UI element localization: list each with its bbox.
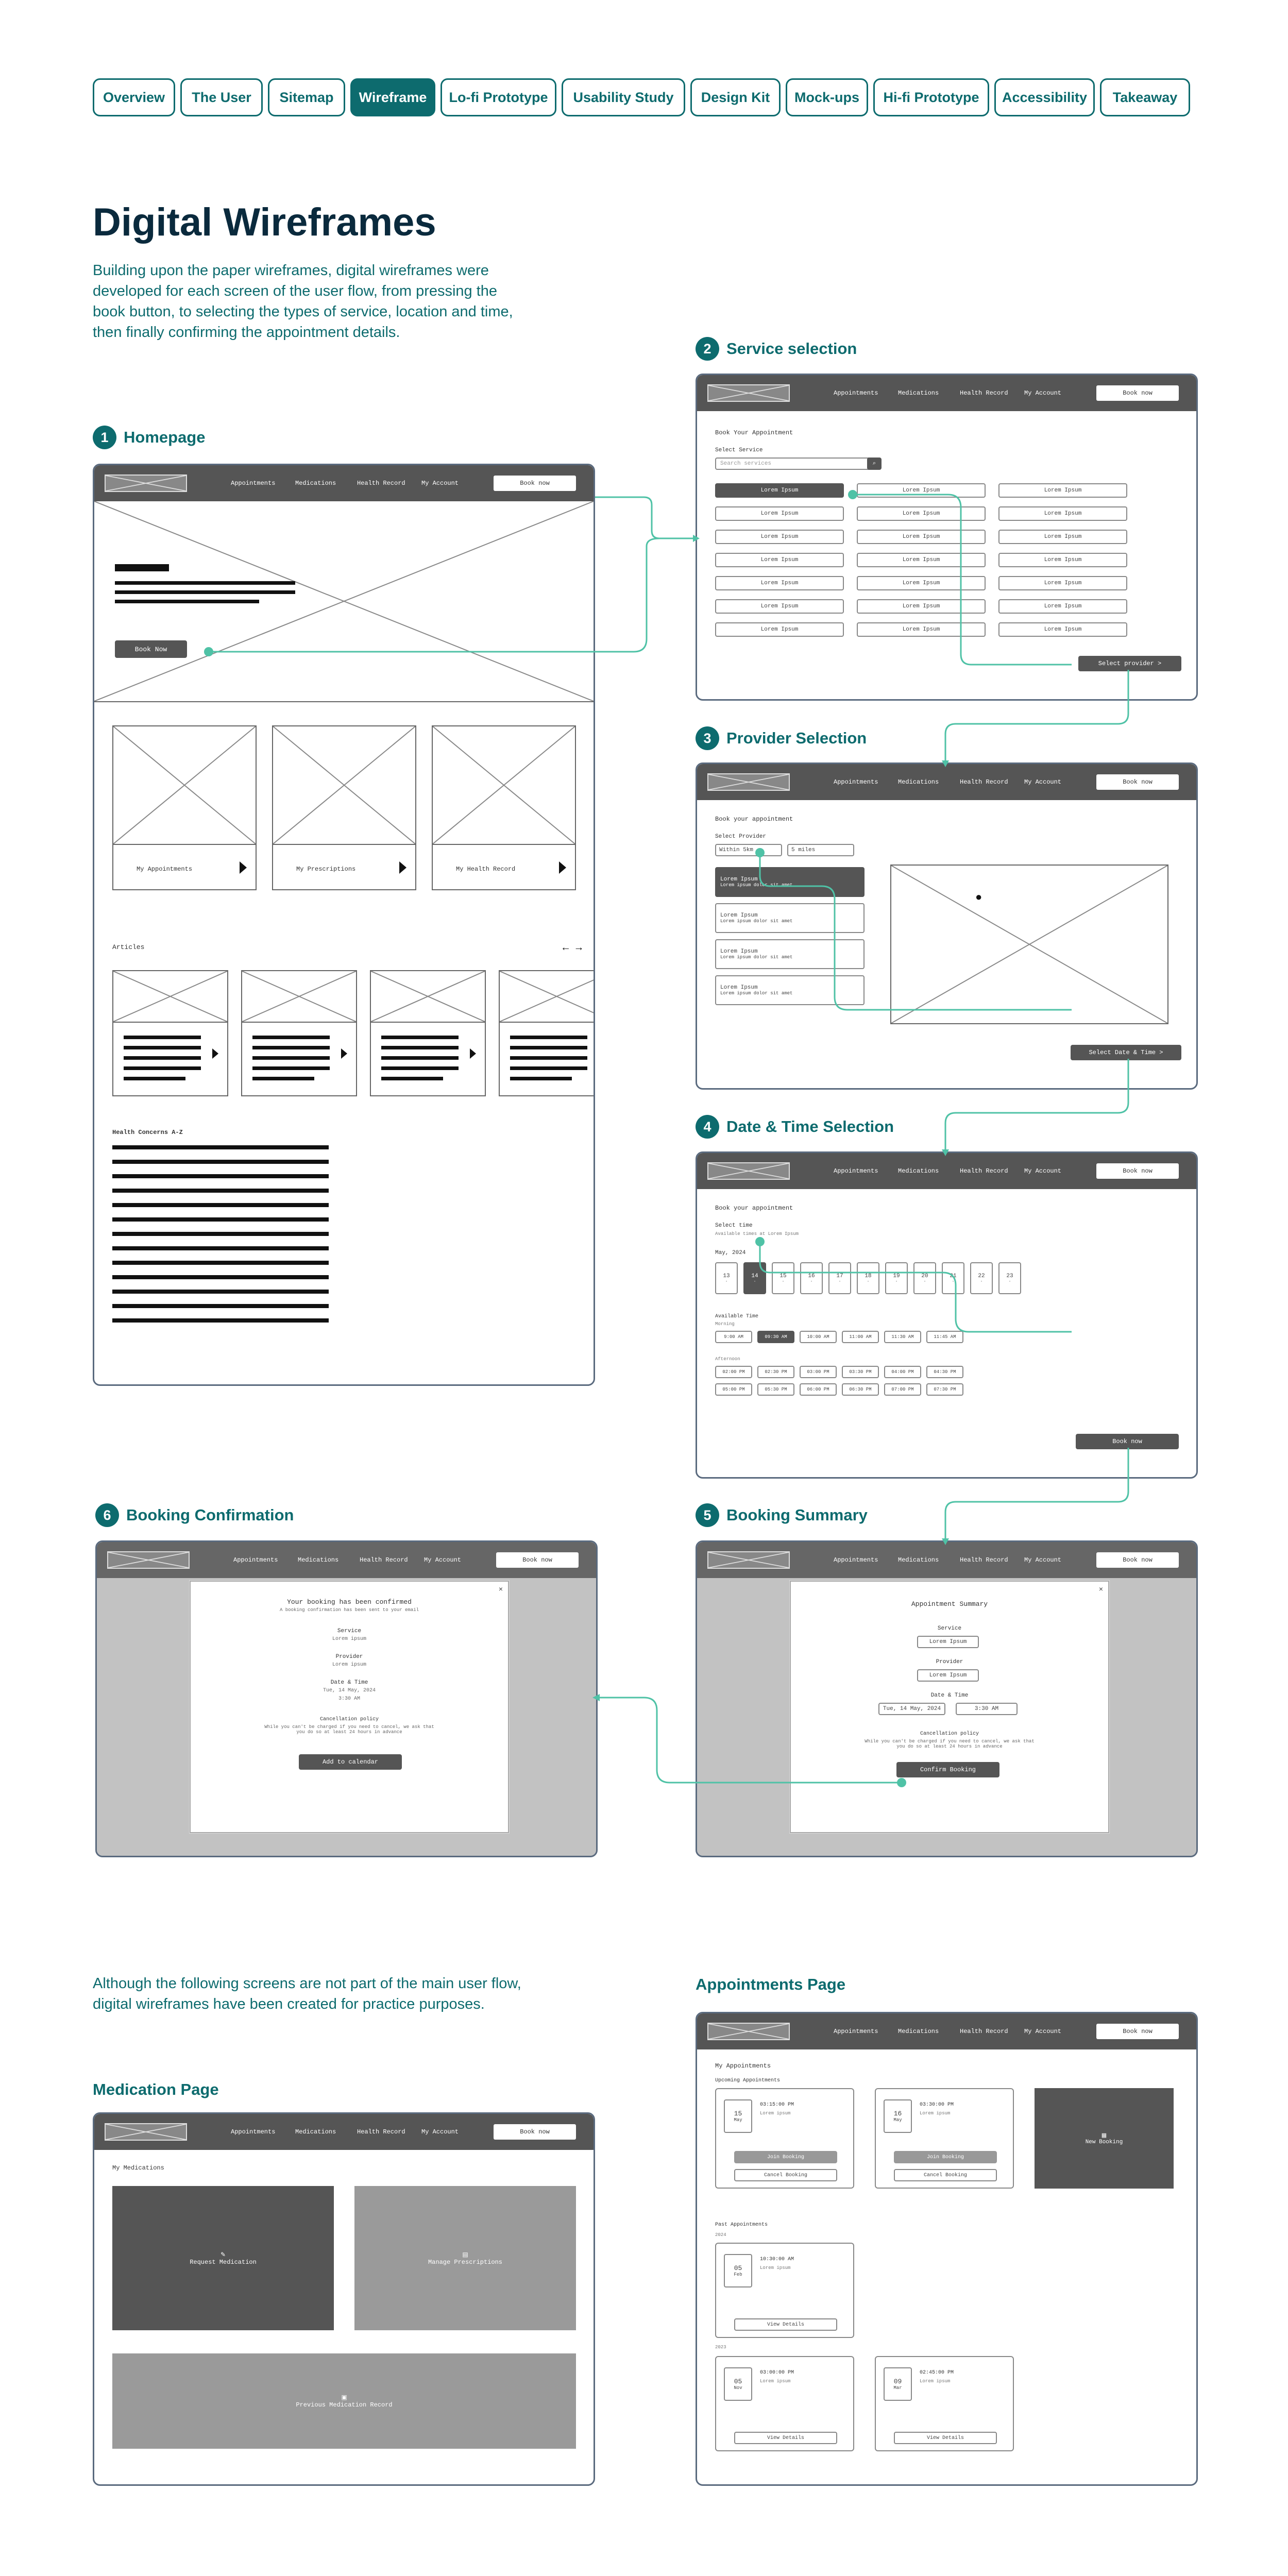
request-medication-tile[interactable]: ✎ Request Medication bbox=[112, 2186, 334, 2330]
nav-usability-study[interactable]: Usability Study bbox=[562, 78, 685, 116]
time-slot[interactable]: 02:00 PM bbox=[715, 1366, 752, 1378]
distance-filter[interactable]: Within 5km bbox=[715, 844, 782, 856]
articles-heading: Articles bbox=[112, 943, 145, 951]
nav-sitemap[interactable]: Sitemap bbox=[268, 78, 345, 116]
service-option[interactable]: Lorem Ipsum bbox=[857, 483, 986, 498]
nav-wireframe[interactable]: Wireframe bbox=[350, 78, 435, 116]
article-card[interactable] bbox=[370, 970, 486, 1096]
time-slot[interactable]: 9:00 AM bbox=[715, 1331, 752, 1343]
record-icon: ▣ bbox=[341, 2394, 347, 2401]
chevron-right-icon bbox=[240, 861, 247, 874]
time-slot[interactable]: 05:30 PM bbox=[757, 1383, 794, 1396]
day-option[interactable]: 14 · bbox=[743, 1262, 766, 1294]
section-homepage: 1 Homepage bbox=[93, 426, 205, 449]
provider-wireframe: Appointments Medications Health Record My Account Book now Book your appointment Select Provider Within 5km 5 miles Lorem Ipsum Lorem ipsum dolor sit amet Lorem Ipsum Lorem ipsum dolor sit amet Lorem Ipsum Lorem ipsum dolor sit amet Lorem Ipsum Lorem ipsum dolor sit amet ● Select Date & Time > bbox=[696, 762, 1198, 1090]
section-summary: 5 Booking Summary bbox=[696, 1503, 868, 1527]
provider-option[interactable]: Lorem Ipsum Lorem ipsum dolor sit amet bbox=[715, 867, 865, 897]
practice-text: Although the following screens are not part of the main user flow, digital wireframes have been created for practice purposes. bbox=[93, 1975, 521, 2012]
nav-hi-fi-prototype[interactable]: Hi-fi Prototype bbox=[873, 78, 989, 116]
book-now-submit[interactable]: Book now bbox=[1076, 1434, 1179, 1449]
time-slot[interactable]: 11:45 AM bbox=[926, 1331, 963, 1343]
service-option[interactable]: Lorem Ipsum bbox=[715, 599, 844, 614]
chevron-right-icon bbox=[470, 1048, 476, 1059]
nav-lo-fi-prototype[interactable]: Lo-fi Prototype bbox=[440, 78, 556, 116]
appointment-card: 05 Nov 03:00:00 PM Lorem ipsum View Details bbox=[715, 2356, 854, 2451]
nav-design-kit[interactable]: Design Kit bbox=[690, 78, 781, 116]
confirmation-wireframe: Appointments Medications Health Record My Account Book now × Your booking has been confirmed A booking confirmation has been sent to your email Service Lorem ipsum Provider Lorem ipsum Date & Time Tue, 14 May, 2024 3:30 AM Cancellation policy While you can't be charged if you need to cancel, we ask that you do so at least 24 hours in advance Add to calendar bbox=[95, 1540, 598, 1857]
time-slot[interactable]: 02:30 PM bbox=[757, 1366, 794, 1378]
radius-filter[interactable]: 5 miles bbox=[787, 844, 854, 856]
article-arrows[interactable]: ← → bbox=[561, 942, 584, 953]
day-option[interactable]: 20 · bbox=[913, 1262, 936, 1294]
appointment-card: 09 Mar 02:45:00 PM Lorem ipsum View Details bbox=[875, 2356, 1014, 2451]
add-to-calendar-button[interactable]: Add to calendar bbox=[299, 1754, 402, 1770]
intro-text: Building upon the paper wireframes, digital wireframes were developed for each screen of the user flow, from pressing the book button, to selecting the types of service, location and time, then finally confirming the appointment details. bbox=[93, 262, 513, 341]
day-option[interactable]: 19 · bbox=[885, 1262, 908, 1294]
homepage-wireframe bbox=[93, 464, 595, 1386]
select-provider-button[interactable]: Select provider > bbox=[1078, 656, 1181, 671]
appointment-card: 15 May 03:15:00 PM Lorem ipsum Join Booking Cancel Booking bbox=[715, 2088, 854, 2189]
hero-book-button[interactable]: Book Now bbox=[115, 640, 187, 658]
map-placeholder bbox=[890, 865, 1168, 1024]
service-option[interactable]: Lorem Ipsum bbox=[715, 483, 844, 498]
summary-modal: × Appointment Summary Service Lorem Ipsum Provider Lorem Ipsum Date & Time Tue, 14 May, 2024 3:30 AM Cancellation policy While you can't be charged if you need to cancel, we ask that you do so at least 24 hours in advance Confirm Booking bbox=[790, 1581, 1109, 1833]
time-slot[interactable]: 11:30 AM bbox=[884, 1331, 921, 1343]
time-slot[interactable]: 05:00 PM bbox=[715, 1383, 752, 1396]
home-card[interactable]: My Appointments bbox=[112, 725, 257, 890]
day-option[interactable]: 23 · bbox=[998, 1262, 1021, 1294]
chevron-right-icon bbox=[559, 861, 566, 874]
nav-mock-ups[interactable]: Mock-ups bbox=[786, 78, 868, 116]
nav-health-record[interactable]: Health Record bbox=[357, 480, 405, 487]
time-slot[interactable]: 07:30 PM bbox=[926, 1383, 963, 1396]
view-details-button[interactable]: View Details bbox=[734, 2432, 837, 2444]
nav-accessibility[interactable]: Accessibility bbox=[994, 78, 1095, 116]
datetime-wireframe: Appointments Medications Health Record My Account Book now Book your appointment Select time Available times at Lorem Ipsum May, 2024 13 · 14 · 15 · 16 · 17 · 18 · 19 · 20 · 21 · 22 · 23 · Available Time Morning 9:00 AM 09:30 AM 10:00 AM 11:00 AM 11:30 AM 11:45 AM Afternoon 02:00 PM 02:30 PM 03:00 PM 03:30 PM 04:00 PM 04:30 PM 05:00 PM 05:30 PM 06:00 PM 06:30 PM 07:00 PM 07:30 PM Book now bbox=[696, 1151, 1198, 1479]
service-option[interactable]: Lorem Ipsum bbox=[857, 622, 986, 637]
home-card[interactable]: My Prescriptions bbox=[272, 725, 416, 890]
time-slot[interactable]: 10:00 AM bbox=[800, 1331, 837, 1343]
day-option[interactable]: 18 · bbox=[857, 1262, 879, 1294]
service-option[interactable]: Lorem Ipsum bbox=[715, 576, 844, 590]
service-option[interactable]: Lorem Ipsum bbox=[715, 530, 844, 544]
provider-option[interactable]: Lorem Ipsum Lorem ipsum dolor sit amet bbox=[715, 939, 865, 969]
chevron-right-icon bbox=[212, 1048, 218, 1059]
article-card[interactable] bbox=[241, 970, 357, 1096]
calendar-icon: ▦ bbox=[1101, 2132, 1107, 2139]
appointments-wireframe: Appointments Medications Health Record My Account Book now My Appointments Upcoming Appointments Past Appointments 2024 2023 15 May 03:15:00 PM Lorem ipsum Join Booking Cancel Booking 16 May 03:30:00 PM Lorem ipsum Join Booking Cancel Booking 05 Feb 10:30:00 AM Lorem ipsum View Details 05 Nov 03:00:00 PM Lorem ipsum View Details 09 Mar 02:45:00 PM Lorem ipsum View Details ▦ New Booking bbox=[696, 2012, 1198, 2486]
service-option[interactable]: Lorem Ipsum bbox=[998, 599, 1127, 614]
nav-overview[interactable]: Overview bbox=[93, 78, 175, 116]
service-option[interactable]: Lorem Ipsum bbox=[998, 553, 1127, 567]
section-datetime: 4 Date & Time Selection bbox=[696, 1115, 894, 1139]
chevron-right-icon bbox=[399, 861, 406, 874]
service-search-input[interactable]: Search services bbox=[715, 457, 875, 470]
pill-icon: ✎ bbox=[220, 2251, 226, 2259]
service-option[interactable]: Lorem Ipsum bbox=[857, 576, 986, 590]
summary-wireframe: Appointments Medications Health Record My Account Book now × Appointment Summary Service Lorem Ipsum Provider Lorem Ipsum Date & Time Tue, 14 May, 2024 3:30 AM Cancellation policy While you can't be charged if you need to cancel, we ask that you do so at least 24 hours in advance Confirm Booking bbox=[696, 1540, 1198, 1857]
wf-header bbox=[94, 465, 594, 501]
page-title: Digital Wireframes bbox=[93, 200, 436, 244]
time-slot[interactable]: 09:30 AM bbox=[757, 1331, 794, 1343]
service-option[interactable]: Lorem Ipsum bbox=[715, 553, 844, 567]
close-icon[interactable]: × bbox=[1098, 1585, 1103, 1593]
nav-the-user[interactable]: The User bbox=[180, 78, 263, 116]
cancel-booking-button[interactable]: Cancel Booking bbox=[734, 2169, 837, 2181]
section-provider: 3 Provider Selection bbox=[696, 726, 867, 750]
medication-label: Medication Page bbox=[93, 2080, 219, 2098]
appointments-label: Appointments Page bbox=[696, 1975, 846, 1993]
article-card[interactable] bbox=[499, 970, 595, 1096]
service-option[interactable]: Lorem Ipsum bbox=[998, 622, 1127, 637]
nav-account[interactable]: My Account bbox=[421, 480, 459, 487]
appointment-card: 16 May 03:30:00 PM Lorem ipsum Join Booking Cancel Booking bbox=[875, 2088, 1014, 2189]
time-slot[interactable]: 07:00 PM bbox=[884, 1383, 921, 1396]
map-pin-icon: ● bbox=[975, 890, 982, 903]
service-option[interactable]: Lorem Ipsum bbox=[857, 553, 986, 567]
service-option[interactable]: Lorem Ipsum bbox=[998, 576, 1127, 590]
service-option[interactable]: Lorem Ipsum bbox=[998, 483, 1127, 498]
service-option[interactable]: Lorem Ipsum bbox=[715, 506, 844, 521]
confirmation-modal: × Your booking has been confirmed A booking confirmation has been sent to your email Service Lorem ipsum Provider Lorem ipsum Date & Time Tue, 14 May, 2024 3:30 AM Cancellation policy While you can't be charged if you need to cancel, we ask that you do so at least 24 hours in advance Add to calendar bbox=[190, 1581, 509, 1833]
article-card[interactable] bbox=[112, 970, 228, 1096]
nav-medications[interactable]: Medications bbox=[295, 480, 336, 487]
search-icon[interactable]: ⌕ bbox=[867, 457, 882, 470]
day-option[interactable]: 15 · bbox=[772, 1262, 794, 1294]
book-now-button[interactable]: Book now bbox=[494, 476, 576, 491]
cancel-booking-button[interactable]: Cancel Booking bbox=[894, 2169, 997, 2181]
appointment-card: 05 Feb 10:30:00 AM Lorem ipsum View Details bbox=[715, 2243, 854, 2338]
service-option[interactable]: Lorem Ipsum bbox=[857, 506, 986, 521]
day-option[interactable]: 21 · bbox=[942, 1262, 964, 1294]
new-booking-tile[interactable]: ▦ New Booking bbox=[1035, 2088, 1174, 2189]
section-service: 2 Service selection bbox=[696, 337, 857, 361]
service-select-label: Select Service bbox=[715, 447, 763, 453]
view-details-button[interactable]: View Details bbox=[734, 2318, 837, 2331]
manage-prescriptions-tile[interactable]: ▤ Manage Prescriptions bbox=[354, 2186, 576, 2330]
top-nav bbox=[93, 78, 1195, 116]
day-option[interactable]: 17 · bbox=[828, 1262, 851, 1294]
time-slot[interactable]: 03:00 PM bbox=[800, 1366, 837, 1378]
service-option[interactable]: Lorem Ipsum bbox=[857, 599, 986, 614]
view-details-button[interactable]: View Details bbox=[894, 2432, 997, 2444]
time-slot[interactable]: 06:30 PM bbox=[842, 1383, 879, 1396]
chevron-right-icon bbox=[341, 1048, 347, 1059]
select-datetime-button[interactable]: Select Date & Time > bbox=[1071, 1045, 1181, 1060]
health-heading: Health Concerns A-Z bbox=[112, 1129, 183, 1136]
summary-title: Appointment Summary bbox=[911, 1600, 988, 1608]
provider-option[interactable]: Lorem Ipsum Lorem ipsum dolor sit amet bbox=[715, 903, 865, 933]
service-heading: Book Your Appointment bbox=[715, 429, 793, 436]
previous-medication-tile[interactable]: ▣ Previous Medication Record bbox=[112, 2353, 576, 2449]
service-option[interactable]: Lorem Ipsum bbox=[998, 506, 1127, 521]
confirm-booking-button[interactable]: Confirm Booking bbox=[896, 1762, 999, 1777]
day-option[interactable]: 22 · bbox=[970, 1262, 993, 1294]
section-confirmation: 6 Booking Confirmation bbox=[95, 1503, 294, 1527]
service-option[interactable]: Lorem Ipsum bbox=[998, 530, 1127, 544]
time-slot[interactable]: 11:00 AM bbox=[842, 1331, 879, 1343]
day-option[interactable]: 16 · bbox=[800, 1262, 823, 1294]
nav-appointments[interactable]: Appointments bbox=[231, 480, 276, 487]
home-card[interactable]: My Health Record bbox=[432, 725, 576, 890]
close-icon[interactable]: × bbox=[498, 1585, 503, 1593]
provider-option[interactable]: Lorem Ipsum Lorem ipsum dolor sit amet bbox=[715, 975, 865, 1005]
time-slot[interactable]: 03:30 PM bbox=[842, 1366, 879, 1378]
document-icon: ▤ bbox=[462, 2251, 468, 2259]
logo-placeholder bbox=[105, 474, 187, 492]
service-wireframe: Appointments Medications Health Record My Account Book now Book Your Appointment Select Service Search services ⌕ Lorem Ipsum Lorem Ipsum Lorem Ipsum Lorem Ipsum Lorem Ipsum Lorem Ipsum Lorem Ipsum Lorem Ipsum Lorem Ipsum Lorem Ipsum Lorem Ipsum Lorem Ipsum Lorem Ipsum Lorem Ipsum Lorem Ipsum Lorem Ipsum Lorem Ipsum Lorem Ipsum Lorem Ipsum Lorem Ipsum Lorem Ipsum Select provider > bbox=[696, 374, 1198, 701]
service-option[interactable]: Lorem Ipsum bbox=[715, 622, 844, 637]
day-option[interactable]: 13 · bbox=[715, 1262, 738, 1294]
time-slot[interactable]: 04:00 PM bbox=[884, 1366, 921, 1378]
service-option[interactable]: Lorem Ipsum bbox=[857, 530, 986, 544]
nav-takeaway[interactable]: Takeaway bbox=[1100, 78, 1190, 116]
time-slot[interactable]: 04:30 PM bbox=[926, 1366, 963, 1378]
join-booking-button[interactable]: Join Booking bbox=[894, 2151, 997, 2163]
join-booking-button[interactable]: Join Booking bbox=[734, 2151, 837, 2163]
time-slot[interactable]: 06:00 PM bbox=[800, 1383, 837, 1396]
medication-wireframe: Appointments Medications Health Record My Account Book now My Medications ✎ Request Medication ▤ Manage Prescriptions ▣ Previous Medication Record bbox=[93, 2112, 595, 2486]
